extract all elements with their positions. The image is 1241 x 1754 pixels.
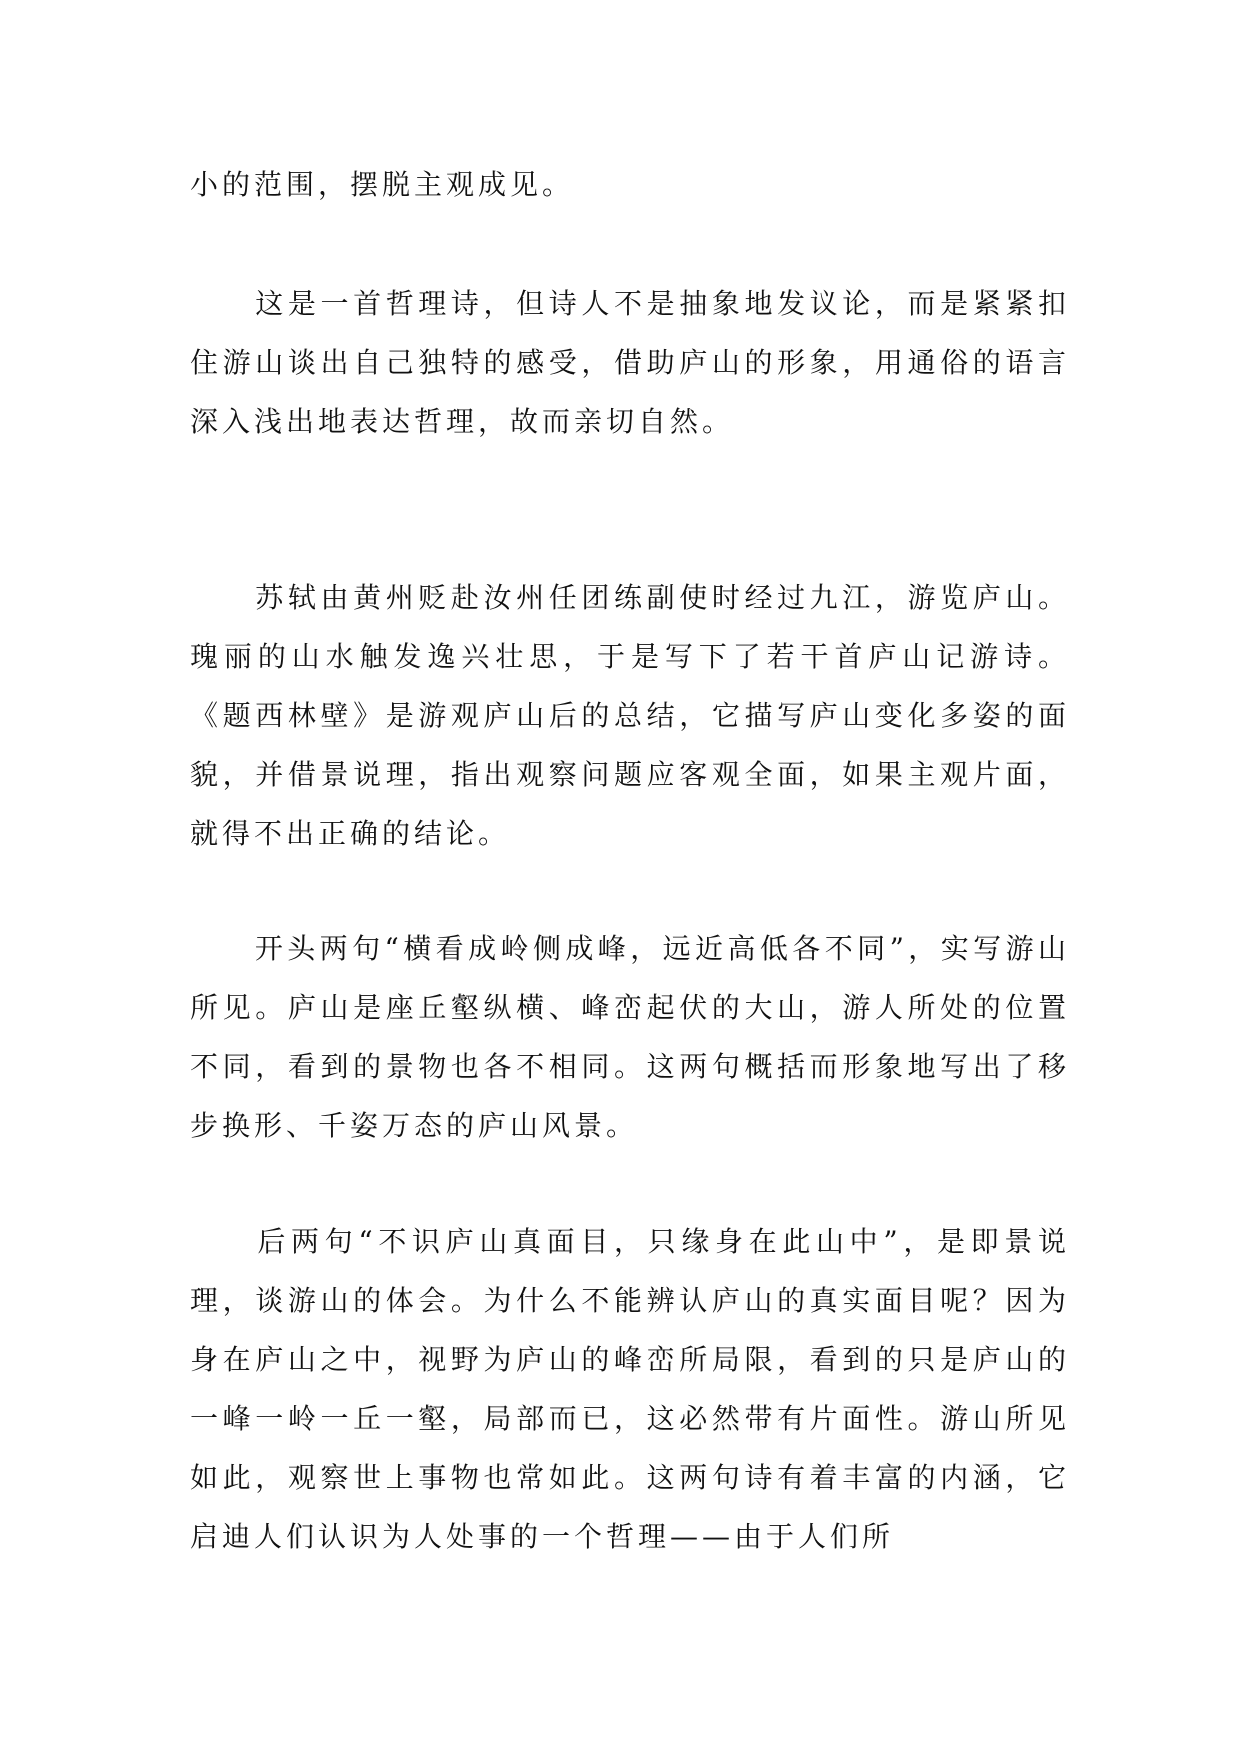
paragraph-philosophy-poem: 这是一首哲理诗，但诗人不是抽象地发议论，而是紧紧扣住游山谈出自己独特的感受，借助庐山的形象，用通俗的语言深入浅出地表达哲理，故而亲切自然。: [190, 287, 1070, 438]
paragraph-last-two-lines: 后两句“不识庐山真面目，只缘身在此山中”，是即景说理，谈游山的体会。为什么不能辨认庐山的真实面目呢？因为身在庐山之中，视野为庐山的峰峦所局限，看到的只是庐山的一峰一岭一丘一壑，局部而已，这必然带有片面性。游山所见如此，观察世上事物也常如此。这两句诗有着丰富的内涵，它启迪人们认识为人处事的一个哲理——由于人们所: [190, 1225, 1070, 1553]
paragraph-continued: 小的范围，摆脱主观成见。: [190, 168, 575, 201]
paragraph-su-shi-background: 苏轼由黄州贬赴汝州任团练副使时经过九江，游览庐山。瑰丽的山水触发逸兴壮思，于是写下了若干首庐山记游诗。《题西林壁》是游观庐山后的总结，它描写庐山变化多姿的面貌，并借景说理，指出观察问题应客观全面，如果主观片面，就得不出正确的结论。: [190, 581, 1070, 850]
paragraph-first-two-lines: 开头两句“横看成岭侧成峰，远近高低各不同”，实写游山所见。庐山是座丘壑纵横、峰峦起伏的大山，游人所处的位置不同，看到的景物也各不相同。这两句概括而形象地写出了移步换形、千姿万态的庐山风景。: [190, 932, 1070, 1142]
